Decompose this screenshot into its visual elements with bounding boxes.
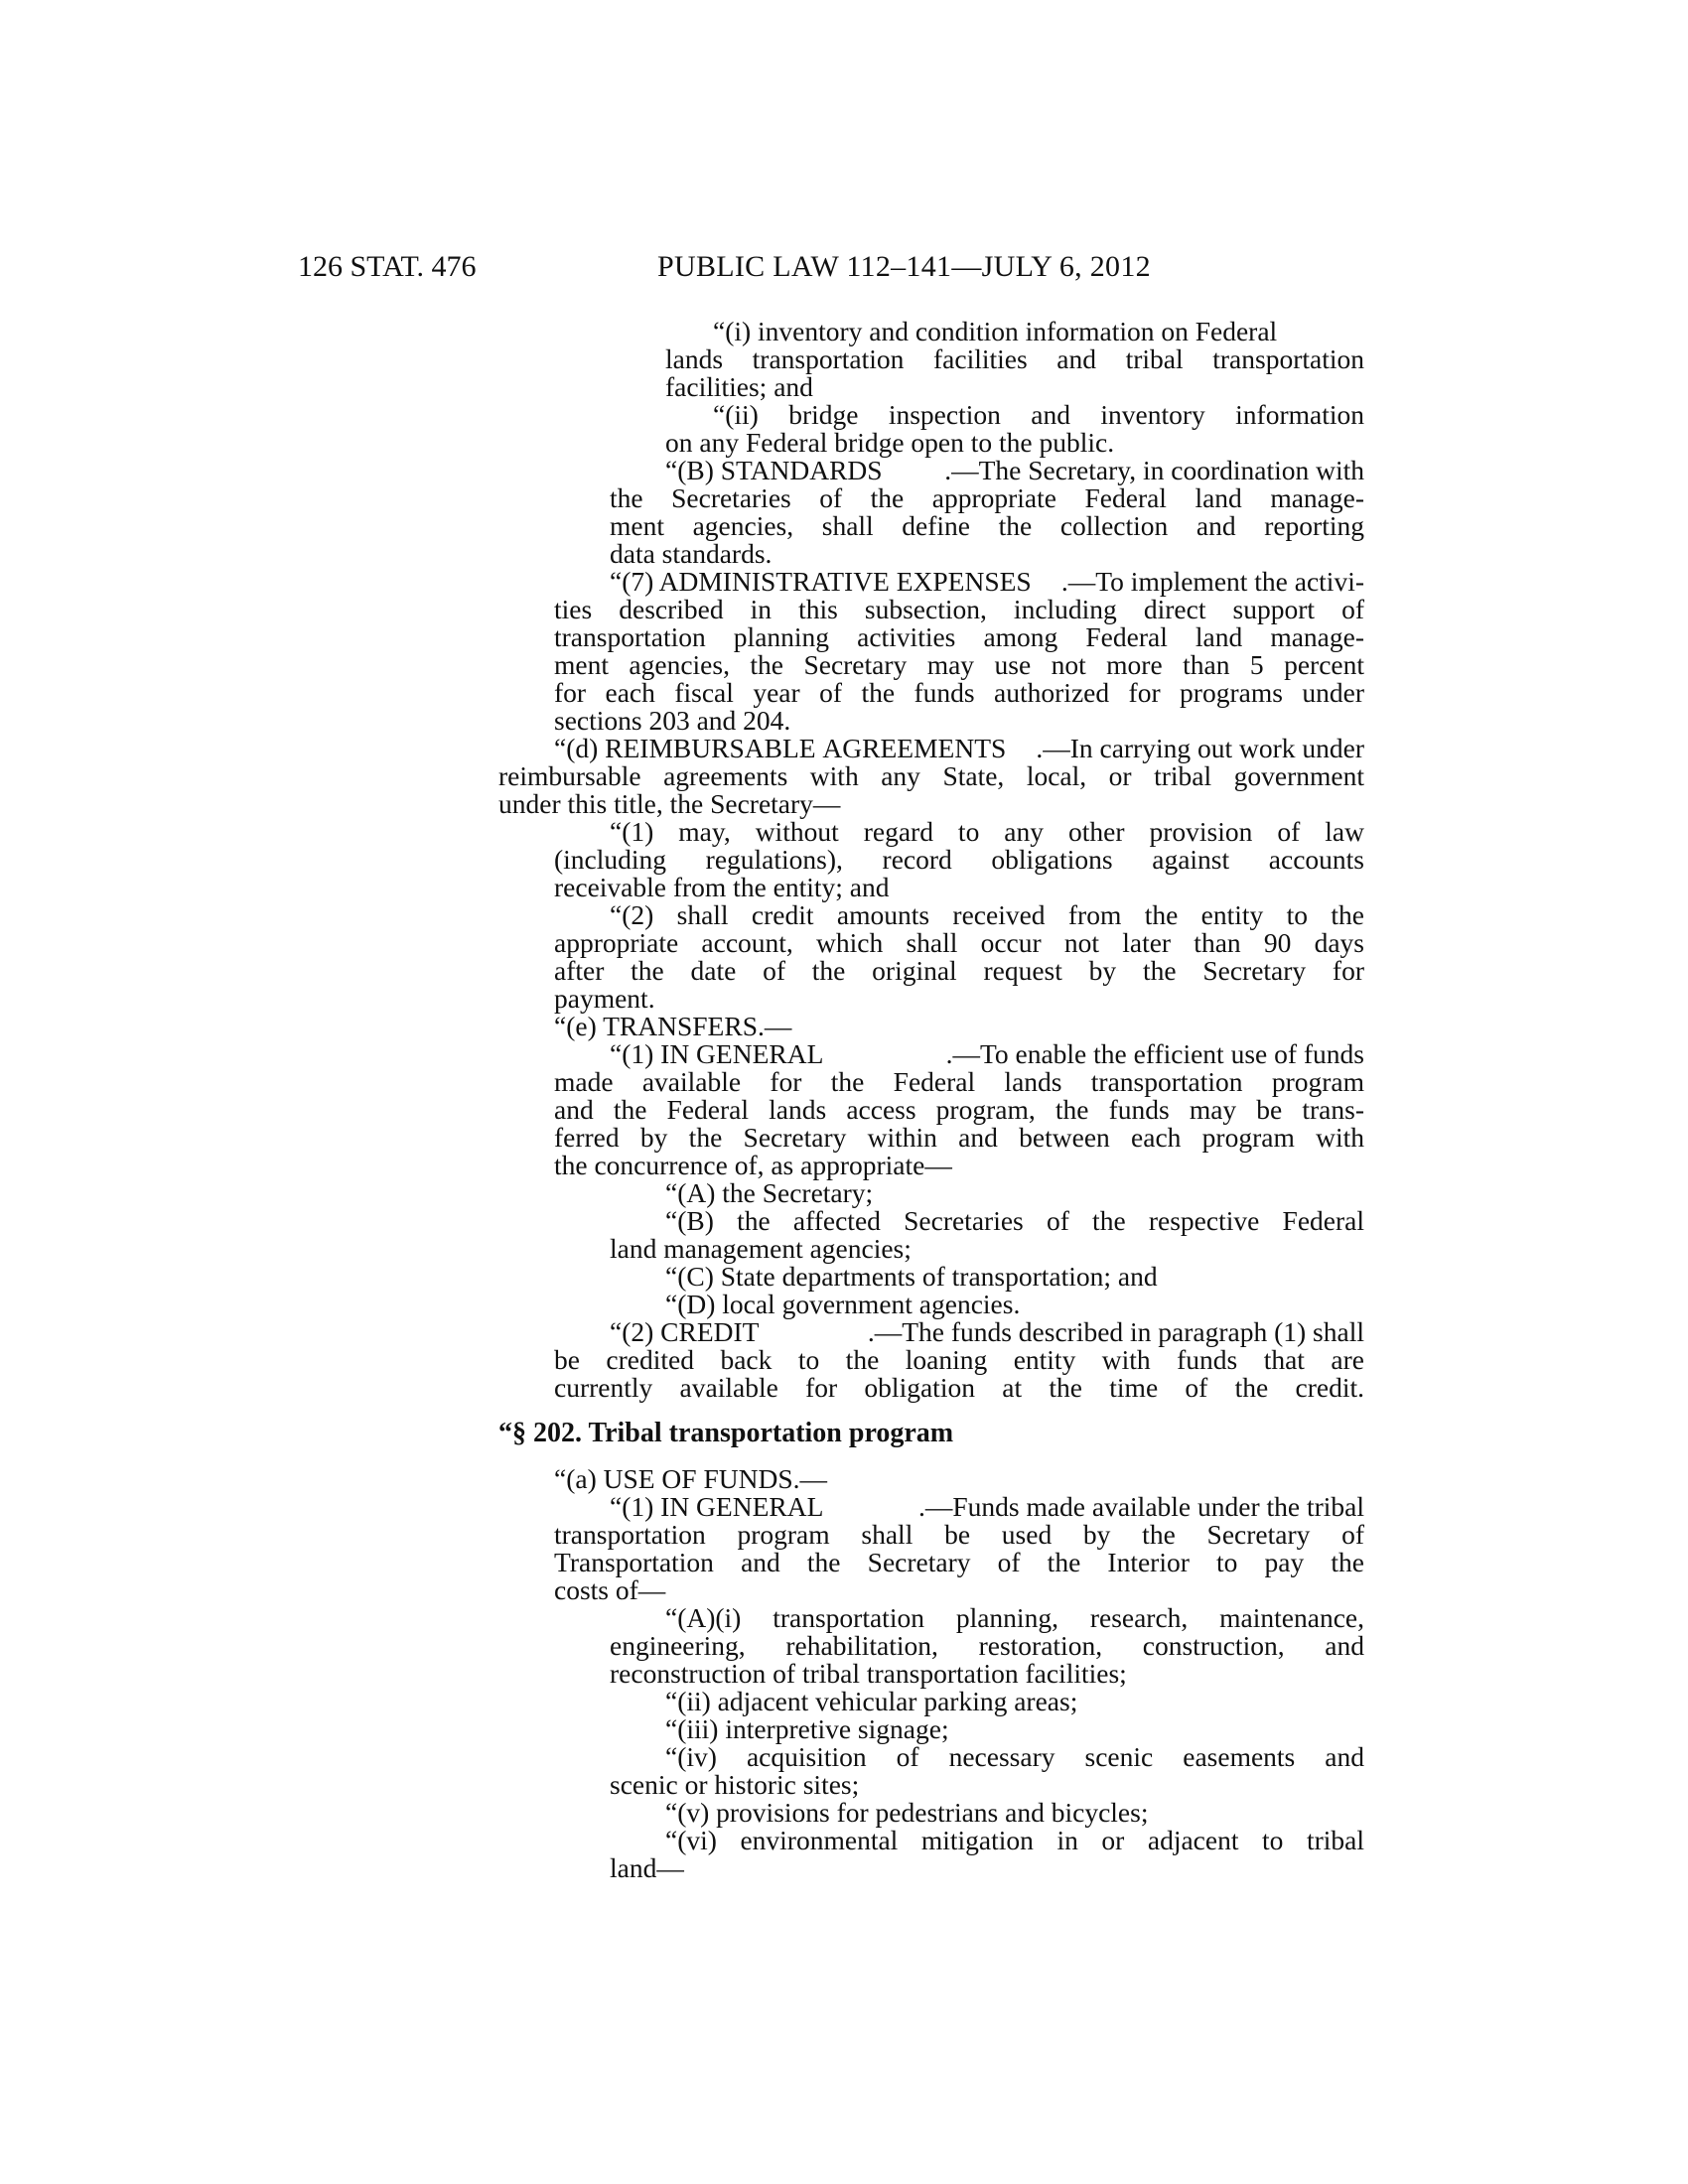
text-line: engineering, rehabilitation, restoration, construction, and bbox=[610, 1630, 1364, 1661]
text-line: “(iv) acquisition of necessary scenic easements and bbox=[665, 1741, 1364, 1772]
text-line: “(a) USE OF FUNDS.— bbox=[554, 1463, 828, 1494]
statute-page-number: 126 STAT. 476 bbox=[298, 250, 477, 283]
text-line: “(1) may, without regard to any other provision of law bbox=[610, 816, 1364, 847]
text-line: “(B) STANDARDS .—The Secretary, in coordination with bbox=[665, 455, 1364, 485]
text-line: ment agencies, shall define the collection and reporting bbox=[610, 510, 1364, 541]
text-line: “(2) CREDIT .—The funds described in paragraph (1) shall bbox=[610, 1316, 1364, 1347]
text-line: transportation planning activities among Federal land manage- bbox=[554, 621, 1364, 652]
text-line: “(iii) interpretive signage; bbox=[665, 1713, 949, 1744]
text-line: land management agencies; bbox=[610, 1233, 912, 1264]
text-line: ferred by the Secretary within and between each program with bbox=[554, 1122, 1364, 1153]
text-line: Transportation and the Secretary of the Interior to pay the bbox=[554, 1547, 1364, 1577]
text-line: the concurrence of, as appropriate— bbox=[554, 1150, 952, 1180]
text-line: appropriate account, which shall occur not later than 90 days bbox=[554, 927, 1364, 958]
text-line: reconstruction of tribal transportation facilities; bbox=[610, 1658, 1127, 1689]
text-line: “(1) IN GENERAL .—To enable the efficient use of funds bbox=[610, 1038, 1364, 1069]
text-line: reimbursable agreements with any State, local, or tribal government bbox=[498, 760, 1364, 791]
text-line: sections 203 and 204. bbox=[554, 705, 791, 736]
text-line: under this title, the Secretary— bbox=[498, 788, 841, 819]
text-line: “(A) the Secretary; bbox=[665, 1177, 874, 1208]
text-line: “(D) local government agencies. bbox=[665, 1289, 1021, 1319]
text-line: “(2) shall credit amounts received from the entity to the bbox=[610, 899, 1364, 930]
line-start: “(1) IN GENERAL bbox=[610, 1038, 824, 1069]
text-line: “(v) provisions for pedestrians and bicycles; bbox=[665, 1797, 1149, 1828]
text-line: “(B) the affected Secretaries of the respective Federal bbox=[665, 1205, 1364, 1236]
text-line: be credited back to the loaning entity with funds that are bbox=[554, 1344, 1364, 1375]
text-line: on any Federal bridge open to the public. bbox=[665, 427, 1115, 458]
text-line: facilities; and bbox=[665, 371, 813, 402]
text-line: land— bbox=[610, 1852, 684, 1883]
text-line: currently available for obligation at the time of the credit. bbox=[554, 1372, 1364, 1403]
text-line: scenic or historic sites; bbox=[610, 1769, 860, 1800]
public-law-title: PUBLIC LAW 112–141—JULY 6, 2012 bbox=[657, 250, 1151, 283]
text-line: the Secretaries of the appropriate Federal land manage- bbox=[610, 482, 1364, 513]
text-line: “(C) State departments of transportation; and bbox=[665, 1261, 1158, 1292]
text-line: receivable from the entity; and bbox=[554, 872, 890, 902]
text-line: ment agencies, the Secretary may use not more than 5 percent bbox=[554, 649, 1364, 680]
text-line: “(ii) bridge inspection and inventory information bbox=[713, 399, 1364, 430]
line-start: “(1) IN GENERAL bbox=[610, 1491, 824, 1522]
text-line: for each fiscal year of the funds authorized for programs under bbox=[554, 677, 1364, 708]
text-line: “(1) IN GENERAL .—Funds made available under the tribal bbox=[610, 1491, 1364, 1522]
text-line: “(7) ADMINISTRATIVE EXPENSES .—To implement the activi- bbox=[610, 566, 1364, 597]
text-line: costs of— bbox=[554, 1574, 666, 1605]
text-line: “(i) inventory and condition information on Federal bbox=[713, 316, 1278, 346]
line-start: “(2) CREDIT bbox=[610, 1316, 760, 1347]
text-line: ties described in this subsection, including direct support of bbox=[554, 594, 1364, 624]
text-line: “(d) REIMBURSABLE AGREEMENTS .—In carrying out work under bbox=[554, 733, 1364, 763]
text-line: “(e) TRANSFERS.— bbox=[554, 1011, 792, 1041]
section-heading: “§ 202. Tribal transportation program bbox=[498, 1418, 954, 1448]
line-start: “(d) REIMBURSABLE AGREEMENTS bbox=[554, 733, 1007, 763]
text-line: payment. bbox=[554, 983, 655, 1014]
text-line: “(ii) adjacent vehicular parking areas; bbox=[665, 1686, 1078, 1716]
line-start: “(B) STANDARDS bbox=[665, 455, 883, 485]
text-line: transportation program shall be used by the Secretary of bbox=[554, 1519, 1364, 1550]
page-header bbox=[0, 250, 1688, 290]
text-line: “(A)(i) transportation planning, research, maintenance, bbox=[665, 1602, 1364, 1633]
text-line: “(vi) environmental mitigation in or adjacent to tribal bbox=[665, 1825, 1364, 1855]
text-line: data standards. bbox=[610, 538, 773, 569]
text-line: after the date of the original request by the Secretary for bbox=[554, 955, 1364, 986]
text-line: lands transportation facilities and tribal transportation bbox=[665, 343, 1364, 374]
line-start: “(7) ADMINISTRATIVE EXPENSES bbox=[610, 566, 1032, 597]
text-line: made available for the Federal lands transportation program bbox=[554, 1066, 1364, 1097]
text-line: and the Federal lands access program, the funds may be trans- bbox=[554, 1094, 1364, 1125]
text-line: (including regulations), record obligations against accounts bbox=[554, 844, 1364, 875]
